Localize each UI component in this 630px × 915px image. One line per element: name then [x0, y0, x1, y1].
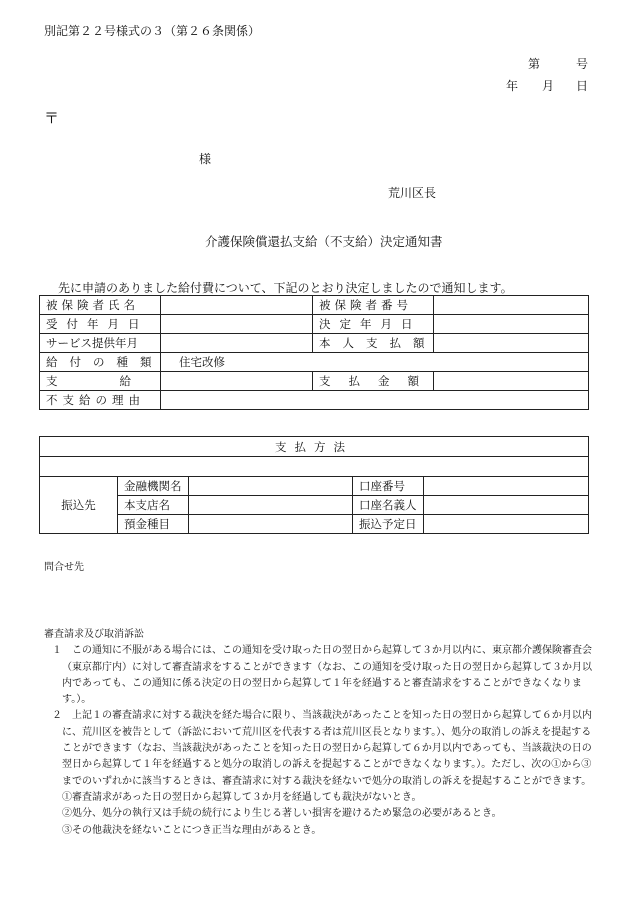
payment-amount-label: 支払金額 — [313, 372, 434, 391]
note-sub-2: ②処分、処分の執行又は手続の続行により生じる著しい損害を避けるため緊急の必要があるとき。 — [62, 808, 502, 820]
transfer-to-label: 振込先 — [40, 477, 118, 534]
account-number-field[interactable] — [424, 477, 589, 496]
rejection-reason-label: 不支給の理由 — [40, 391, 161, 410]
bank-name-label: 金融機関名 — [118, 477, 189, 496]
account-holder-label: 口座名義人 — [353, 496, 424, 515]
payment-amount-field[interactable] — [434, 372, 589, 391]
document-number — [528, 55, 588, 72]
issuer: 荒川区長 — [388, 186, 437, 200]
date-day: 日 — [575, 79, 588, 93]
account-holder-field[interactable] — [424, 496, 589, 515]
appeal-notes — [44, 627, 592, 839]
intro-text: 先に申請のありました給付費について、下記のとおり決定しましたので通知します。 — [58, 281, 513, 295]
insured-number-field[interactable] — [434, 296, 589, 315]
service-month-field[interactable] — [161, 334, 313, 353]
service-month-label: サービス提供年月 — [40, 334, 161, 353]
note-item-2: ２ 上記１の審査請求に対する裁決を経た場合に限り、当該裁決があったことを知った日の翌日から起算して６か月以内に、荒川区を被告として（訴訟において荒川区を代表する者は荒川区長となります。）、処分の取消しの訴えを提起することができます（なお、当該裁決があったことを知った日の翌日から起算して６か月以内であっても、当該裁決の日の翌日から起算して１年を経過すると処分の取消しの訴えを提起することができなくなります。）。ただし、次の①から③までのいずれかに該当するときは、審査請求に対する裁決を経ないで処分の取消しの訴えを提起することができます。 — [52, 710, 592, 787]
receipt-date-field[interactable] — [161, 315, 313, 334]
decision-date-field[interactable] — [434, 315, 589, 334]
form-id: 別記第２２号様式の３（第２６条関係） — [44, 24, 261, 38]
bank-name-field[interactable] — [189, 477, 353, 496]
date-year: 年 — [506, 79, 519, 93]
payment-method-header: 支払方法 — [40, 437, 589, 457]
rejection-reason-field[interactable] — [161, 391, 589, 410]
benefit-type-value: 住宅改修 — [161, 353, 589, 372]
insured-number-label: 被保険者番号 — [313, 296, 434, 315]
deposit-type-label: 預金種目 — [118, 515, 189, 534]
date-month: 月 — [542, 79, 555, 93]
payment-method-table — [39, 436, 589, 534]
branch-name-label: 本支店名 — [118, 496, 189, 515]
postal-mark: 〒 — [44, 109, 60, 127]
number-suffix: 号 — [575, 57, 588, 71]
benefit-type-label: 給付の種類 — [40, 353, 161, 372]
notes-title: 審査請求及び取消訴訟 — [44, 629, 144, 640]
receipt-date-label: 受付年月日 — [40, 315, 161, 334]
insured-name-label: 被保険者氏名 — [40, 296, 161, 315]
note-item-1: １ この通知に不服がある場合には、この通知を受け取った日の翌日から起算して３か月以内に、東京都介護保険審査会（東京都庁内）に対して審査請求をすることができます（なお、この通知を受け取った日の翌日から起算して３か月以内であっても、この通知に係る決定の日の翌日から起算して１年を経過すると審査請求をすることができなくなります。）。 — [52, 645, 592, 706]
number-prefix: 第 — [528, 57, 541, 71]
payment-label: 支給 — [40, 372, 161, 391]
transfer-date-field[interactable] — [424, 515, 589, 534]
self-payment-label: 本人支払額 — [313, 334, 434, 353]
payment-method-field[interactable] — [40, 457, 589, 477]
deposit-type-field[interactable] — [189, 515, 353, 534]
info-table — [39, 295, 589, 410]
addressee-suffix: 様 — [199, 152, 212, 166]
transfer-date-label: 振込予定日 — [353, 515, 424, 534]
account-number-label: 口座番号 — [353, 477, 424, 496]
insured-name-field[interactable] — [161, 296, 313, 315]
document-title: 介護保険償還払支給（不支給）決定通知書 — [205, 234, 443, 249]
decision-date-label: 決定年月日 — [313, 315, 434, 334]
self-payment-field[interactable] — [434, 334, 589, 353]
note-sub-1: ①審査請求があった日の翌日から起算して３か月を経過しても裁決がないとき。 — [62, 791, 422, 803]
note-sub-3: ③その他裁決を経ないことにつき正当な理由があるとき。 — [62, 824, 322, 836]
contact-label: 問合せ先 — [44, 562, 84, 573]
branch-name-field[interactable] — [189, 496, 353, 515]
